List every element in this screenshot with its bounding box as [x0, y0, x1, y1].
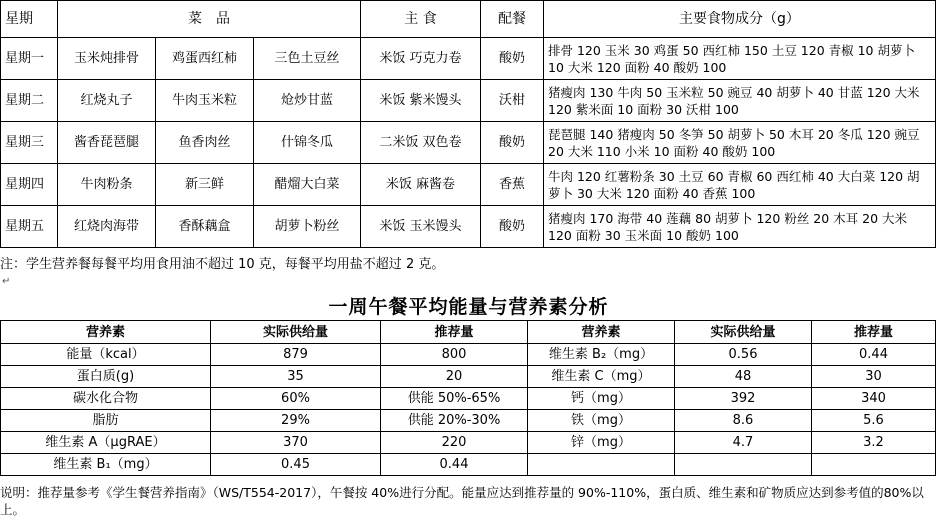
- menu-footnote: 注：学生营养餐每餐平均用食用油不超过 10 克，每餐平均用盐不超过 2 克。: [0, 257, 445, 272]
- side-cell: 酸奶: [481, 38, 544, 80]
- dish-cell: 胡萝卜粉丝: [254, 206, 361, 248]
- actual-cell: [675, 454, 812, 476]
- actual-cell: 48: [675, 366, 812, 388]
- components-cell: 猪瘦肉 130 牛肉 50 玉米粒 50 豌豆 40 胡萝卜 40 甘蓝 120 大米 120 紫米面 10 面粉 30 沃柑 100: [544, 80, 936, 122]
- nutrient-cell: 锌（mg）: [528, 432, 675, 454]
- dish-cell: 酱香琵琶腿: [58, 122, 156, 164]
- recommended-cell: 5.6: [812, 410, 936, 432]
- components-cell: 牛肉 120 红薯粉条 30 土豆 60 青椒 60 西红柿 40 大白菜 120 胡萝卜 30 大米 120 面粉 40 香蕉 100: [544, 164, 936, 206]
- staple-cell: 米饭 玉米馒头: [361, 206, 481, 248]
- header-dishes: 菜 品: [58, 1, 361, 38]
- side-cell: 酸奶: [481, 206, 544, 248]
- nutrition-footnote: 说明：推荐量参考《学生餐营养指南》（WS/T554-2017），午餐按 40%进行分配。能量应达到推荐量的 90%-110%，蛋白质、维生素和矿物质应达到参考值的80%以上。: [0, 485, 924, 517]
- header-actual: 实际供给量: [211, 321, 381, 344]
- recommended-cell: 0.44: [381, 454, 528, 476]
- recommended-cell: 0.44: [812, 344, 936, 366]
- side-cell: 沃柑: [481, 80, 544, 122]
- nutrient-cell: 维生素 A（μgRAE）: [1, 432, 211, 454]
- header-nutrient: 营养素: [1, 321, 211, 344]
- side-cell: 酸奶: [481, 122, 544, 164]
- actual-cell: 29%: [211, 410, 381, 432]
- nutrient-cell: 钙（mg）: [528, 388, 675, 410]
- menu-header-row: [1, 1, 936, 38]
- dish-cell: 香酥藕盒: [156, 206, 254, 248]
- actual-cell: 0.56: [675, 344, 812, 366]
- recommended-cell: 20: [381, 366, 528, 388]
- recommended-cell: 30: [812, 366, 936, 388]
- dish-cell: 三色土豆丝: [254, 38, 361, 80]
- nutrient-cell: [528, 454, 675, 476]
- dish-cell: 鸡蛋西红柿: [156, 38, 254, 80]
- components-cell: 琵琶腿 140 猪瘦肉 50 冬笋 50 胡萝卜 50 木耳 20 冬瓜 120 豌豆 20 大米 110 小米 10 面粉 40 酸奶 100: [544, 122, 936, 164]
- header-day: 星期: [1, 1, 58, 38]
- recommended-cell: 供能 50%-65%: [381, 388, 528, 410]
- dish-cell: 醋熘大白菜: [254, 164, 361, 206]
- actual-cell: 60%: [211, 388, 381, 410]
- actual-cell: 35: [211, 366, 381, 388]
- header-recommended: 推荐量: [381, 321, 528, 344]
- nutrient-cell: 脂肪: [1, 410, 211, 432]
- recommended-cell: 800: [381, 344, 528, 366]
- table-row: [1, 122, 936, 164]
- actual-cell: 370: [211, 432, 381, 454]
- actual-cell: 0.45: [211, 454, 381, 476]
- table-row: [1, 366, 936, 388]
- dish-cell: 新三鲜: [156, 164, 254, 206]
- actual-cell: 4.7: [675, 432, 812, 454]
- nutrient-cell: 维生素 C（mg）: [528, 366, 675, 388]
- recommended-cell: [812, 454, 936, 476]
- table-row: [1, 344, 936, 366]
- staple-cell: 米饭 巧克力卷: [361, 38, 481, 80]
- header-side: 配餐: [481, 1, 544, 38]
- dish-cell: 牛肉玉米粒: [156, 80, 254, 122]
- header-recommended: 推荐量: [812, 321, 936, 344]
- staple-cell: 米饭 麻酱卷: [361, 164, 481, 206]
- header-staple: 主 食: [361, 1, 481, 38]
- side-cell: 香蕉: [481, 164, 544, 206]
- staple-cell: 二米饭 双色卷: [361, 122, 481, 164]
- nutrition-table-title: 一周午餐平均能量与营养素分析: [328, 296, 609, 318]
- nutrition-analysis-table: [0, 320, 936, 476]
- day-cell: 星期三: [1, 122, 58, 164]
- dish-cell: 红烧肉海带: [58, 206, 156, 248]
- day-cell: 星期二: [1, 80, 58, 122]
- nutrient-cell: 铁（mg）: [528, 410, 675, 432]
- staple-cell: 米饭 紫米馒头: [361, 80, 481, 122]
- table-row: [1, 80, 936, 122]
- dish-cell: 玉米炖排骨: [58, 38, 156, 80]
- table-row: [1, 410, 936, 432]
- nutrient-cell: 维生素 B₂（mg）: [528, 344, 675, 366]
- recommended-cell: 340: [812, 388, 936, 410]
- nutrient-cell: 蛋白质(g): [1, 366, 211, 388]
- table-row: [1, 164, 936, 206]
- table-row: [1, 38, 936, 80]
- paragraph-mark-icon: ↵: [2, 276, 11, 287]
- recommended-cell: 220: [381, 432, 528, 454]
- components-cell: 排骨 120 玉米 30 鸡蛋 50 西红柿 150 土豆 120 青椒 10 胡萝卜 10 大米 120 面粉 40 酸奶 100: [544, 38, 936, 80]
- actual-cell: 879: [211, 344, 381, 366]
- header-nutrient: 营养素: [528, 321, 675, 344]
- dish-cell: 鱼香肉丝: [156, 122, 254, 164]
- header-components: 主要食物成分（g）: [544, 1, 936, 38]
- components-cell: 猪瘦肉 170 海带 40 莲藕 80 胡萝卜 120 粉丝 20 木耳 20 大米 120 面粉 30 玉米面 10 酸奶 100: [544, 206, 936, 248]
- day-cell: 星期五: [1, 206, 58, 248]
- table-row: [1, 206, 936, 248]
- nutrient-cell: 碳水化合物: [1, 388, 211, 410]
- table-row: [1, 432, 936, 454]
- nutrition-header-row: [1, 321, 936, 344]
- header-actual: 实际供给量: [675, 321, 812, 344]
- dish-cell: 红烧丸子: [58, 80, 156, 122]
- dish-cell: 牛肉粉条: [58, 164, 156, 206]
- day-cell: 星期一: [1, 38, 58, 80]
- nutrient-cell: 维生素 B₁（mg）: [1, 454, 211, 476]
- dish-cell: 炝炒甘蓝: [254, 80, 361, 122]
- actual-cell: 392: [675, 388, 812, 410]
- table-row: [1, 388, 936, 410]
- recommended-cell: 3.2: [812, 432, 936, 454]
- day-cell: 星期四: [1, 164, 58, 206]
- recommended-cell: 供能 20%-30%: [381, 410, 528, 432]
- table-row: [1, 454, 936, 476]
- nutrient-cell: 能量（kcal）: [1, 344, 211, 366]
- dish-cell: 什锦冬瓜: [254, 122, 361, 164]
- actual-cell: 8.6: [675, 410, 812, 432]
- weekly-menu-table: [0, 0, 936, 248]
